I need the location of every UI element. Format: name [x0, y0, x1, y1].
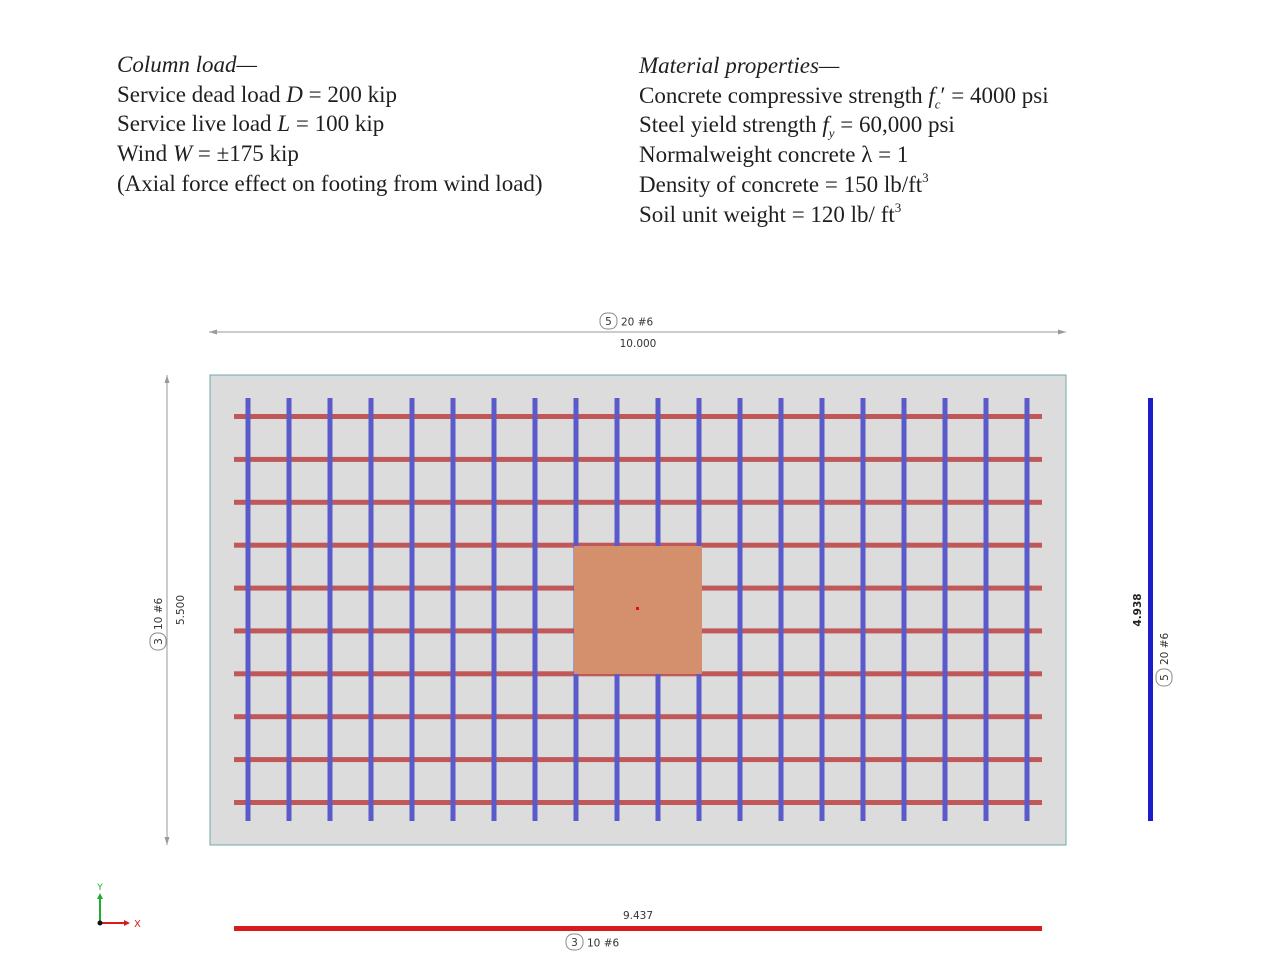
bottom-bar-length: 9.437 [622, 910, 654, 922]
fy-sub: y [828, 126, 835, 141]
density-text: Density of concrete = 150 lb/ft [639, 171, 923, 197]
density-exp: 3 [922, 170, 929, 186]
wind-note: (Axial force effect on footing from wind load) [117, 170, 543, 196]
vertical-rebar [902, 398, 907, 821]
column-load-heading: Column load— [117, 52, 257, 77]
vertical-rebar [492, 398, 497, 821]
dead-load-var: D [286, 81, 303, 107]
height-arrow-top [165, 375, 170, 383]
horizontal-rebar [234, 800, 1042, 805]
vertical-rebar [820, 398, 825, 821]
width-arrow-right [1058, 330, 1066, 335]
fy-var: f [822, 112, 829, 138]
fc-value: ′ = 4000 psi [940, 82, 1049, 108]
wind-load-var: W [172, 141, 193, 167]
fy-value: = 60,000 psi [834, 112, 955, 138]
left-bar-mark: 3 [153, 638, 165, 645]
top-dimension [209, 313, 1066, 350]
vertical-rebar [246, 398, 251, 821]
width-dimension-value: 10.000 [619, 338, 657, 350]
vertical-rebar [861, 398, 866, 821]
material-heading: Material properties— [639, 53, 840, 78]
vertical-rebar [779, 398, 784, 821]
vertical-rebar [287, 398, 292, 821]
left-bar-label: 10 #6 [153, 597, 165, 630]
fc-var: f [928, 82, 935, 108]
vertical-rebar [451, 398, 456, 821]
y-axis-label: Y [97, 883, 103, 893]
right-bar-detail [1132, 398, 1172, 821]
vertical-rebar [943, 398, 948, 821]
horizontal-rebar [234, 414, 1042, 419]
bottom-bar-detail [234, 910, 1042, 950]
fc-sub: c [934, 96, 941, 112]
soil-text: Soil unit weight = 120 lb/ ft [639, 201, 895, 227]
bottom-bar-label: 10 #6 [587, 937, 620, 950]
bottom-bar-mark: 3 [571, 937, 578, 949]
live-load-value: = 100 kip [290, 111, 385, 137]
dead-load-value: = 200 kip [302, 81, 397, 107]
horizontal-rebar [234, 714, 1042, 719]
right-bar-length: 4.938 [1132, 593, 1144, 627]
y-axis-arrow [97, 893, 103, 899]
live-load-label: Service live load [117, 111, 278, 137]
right-bar-mark: 5 [1159, 674, 1171, 681]
fc-label: Concrete compressive strength [639, 82, 929, 108]
vertical-rebar [369, 398, 374, 821]
vertical-rebar [984, 398, 989, 821]
x-axis-arrow [124, 920, 130, 926]
x-axis-label: X [134, 919, 141, 930]
axis-origin [98, 921, 103, 926]
wind-load-value: = ±175 kip [192, 141, 299, 167]
top-bar-mark: 5 [605, 316, 612, 328]
left-dimension [150, 375, 187, 845]
top-bar-label: 20 #6 [621, 316, 654, 329]
horizontal-rebar [234, 757, 1042, 762]
vertical-rebar [1025, 398, 1030, 821]
fy-label: Steel yield strength [639, 112, 823, 138]
dead-load-label: Service dead load [117, 81, 287, 107]
soil-exp: 3 [894, 199, 902, 215]
vertical-rebar [410, 398, 415, 821]
bottom-bar-line [234, 926, 1042, 931]
right-bar-line [1148, 398, 1153, 821]
horizontal-rebar [234, 500, 1042, 505]
column-center-point [636, 607, 639, 610]
vertical-rebar [533, 398, 538, 821]
width-arrow-left [209, 330, 217, 335]
height-dimension-value: 5.500 [175, 594, 187, 626]
axis-triad [96, 883, 141, 930]
height-arrow-bottom [165, 837, 170, 845]
vertical-rebar [738, 398, 743, 821]
vertical-rebar [328, 398, 333, 821]
lambda-line: Normalweight concrete λ = 1 [639, 142, 909, 168]
right-bar-label: 20 #6 [1159, 632, 1171, 665]
horizontal-rebar [234, 457, 1042, 462]
wind-load-label: Wind [117, 141, 173, 167]
live-load-var: L [277, 111, 291, 137]
